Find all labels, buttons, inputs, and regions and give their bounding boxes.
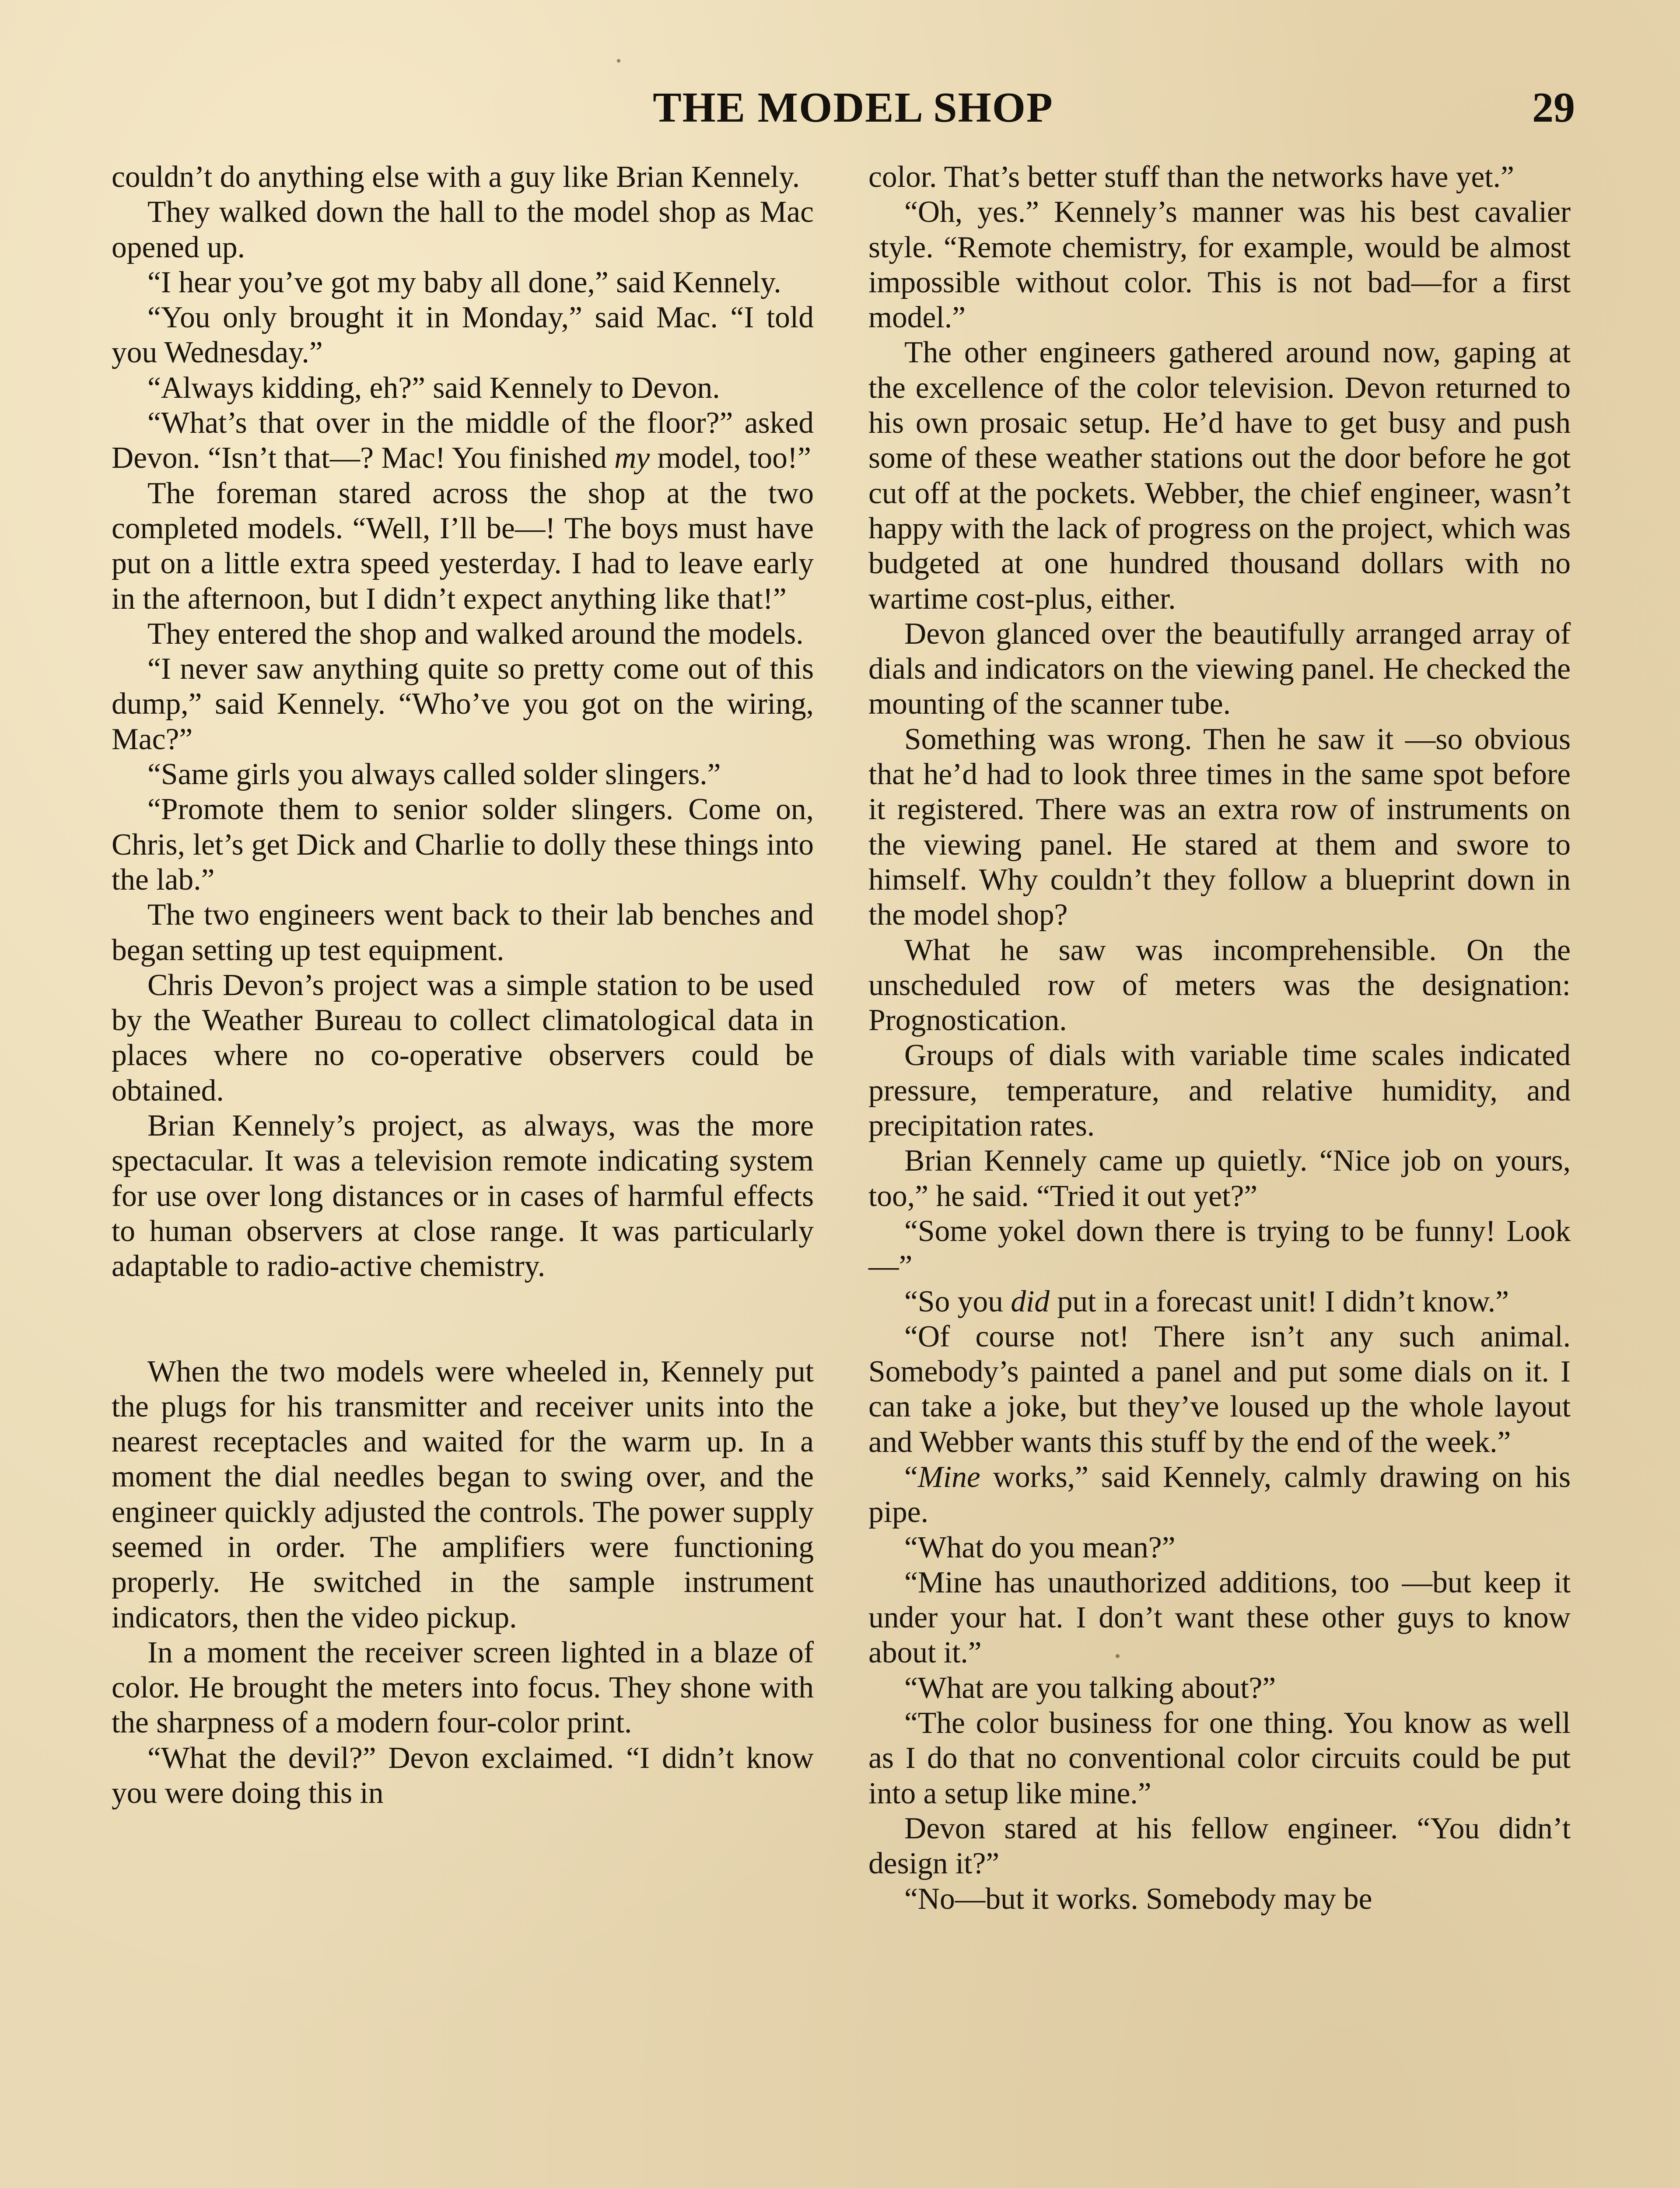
paragraph-text: What he saw was incomprehensible. On the unscheduled row of meters was the designation: Prognostication. [868,933,1571,1038]
paragraph-text: “You only brought it in Monday,” said Mac. “I told you Wednesday.” [112,301,814,370]
paragraph-text-after: model, too!” [650,441,811,475]
paragraph-text: “Promote them to senior solder slingers. Come on, Chris, let’s get Dick and Charlie to dolly these things into the lab.” [112,792,814,897]
paragraph-text: The other engineers gathered around now, gaping at the excellence of the color television. Devon returned to his own prosaic setup. He’d have to get busy and push some of these weather stations out the door before he got cut off at the pockets. Webber, the chief engineer, wasn’t happy with the lack of progress on the project, which was budgeted at one hundred thousand dollars with no wartime cost-plus, either. [868,336,1571,616]
text-column-right [868,160,1571,1917]
paragraph-text: “No—but it works. Somebody may be [904,1882,1372,1916]
paragraph [868,1530,1571,1565]
paragraph-text: “What’s that over in the middle of the floor?” asked Devon. “Isn’t that—? Mac! You finished [112,406,814,475]
paragraph [868,1460,1571,1530]
paragraph [868,335,1571,616]
paragraph [868,1565,1571,1671]
print-speck [617,59,620,63]
paragraph [112,968,814,1108]
paragraph [112,757,814,792]
paragraph-text: “Oh, yes.” Kennely’s manner was his best cavalier style. “Remote chemistry, for example, would be almost impossible without color. This is not bad—for a first model.” [868,195,1571,335]
paragraph [112,792,814,898]
paragraph-text: “What the devil?” Devon exclaimed. “I didn’t know you were doing this in [112,1741,814,1810]
paragraph [112,1741,814,1811]
paragraph [112,652,814,757]
paragraph [868,1319,1571,1460]
paragraph [868,1882,1571,1917]
paragraph [112,195,814,265]
paragraph-text: “What do you mean?” [904,1530,1176,1564]
paragraph-text: couldn’t do anything else with a guy like Brian Kennely. [112,160,800,194]
paragraph [112,1108,814,1284]
paragraph-text: The foreman stared across the shop at the two completed models. “Well, I’ll be—! The boys must have put on a little extra speed yesterday. I had to leave early in the afternoon, but I didn’t expect anything like that!” [112,476,814,616]
paragraph [868,933,1571,1038]
paragraph-text: “The color business for one thing. You know as well as I do that no conventional color circuits could be put into a setup like mine.” [868,1706,1571,1810]
paragraph-text: “Of course not! There isn’t any such animal. Somebody’s painted a panel and put some dials on it. I can take a joke, but they’ve loused up the whole layout and Webber wants this stuff by the end of the week.” [868,1319,1571,1459]
paragraph-text: “ [904,1460,918,1494]
paragraph [112,265,814,300]
emphasis-text: Mine [917,1460,980,1494]
page-title: THE MODEL SHOP [653,84,1054,131]
paragraph [112,1354,814,1635]
paragraph-text: Chris Devon’s project was a simple station to be used by the Weather Bureau to collect climatological data in places where no co-operative observers could be obtained. [112,968,814,1108]
paragraph [868,1706,1571,1811]
emphasis-text: did [1011,1284,1050,1318]
paragraph-text: The two engineers went back to their lab benches and began setting up test equipment. [112,898,814,967]
paragraph-text: Groups of dials with variable time scales indicated pressure, temperature, and relative humidity, and precipitation rates. [868,1038,1571,1143]
paragraph [868,160,1571,195]
paragraph-text: They entered the shop and walked around the models. [147,617,804,651]
paragraph-text: “Mine has unauthorized additions, too —but keep it under your hat. I don’t want these other guys to know about it.” [868,1565,1571,1670]
paragraph-text: Devon glanced over the beautifully arranged array of dials and indicators on the viewing panel. He checked the mounting of the scanner tube. [868,617,1571,721]
paragraph [868,1284,1571,1319]
paragraph-text: Something was wrong. Then he saw it —so obvious that he’d had to look three times in the same spot before it registered. There was an extra row of instruments on the viewing panel. He stared at them and swore to himself. Why couldn’t they follow a blueprint down in the model shop? [868,722,1571,932]
paragraph-text-after: works,” said Kennely, calmly drawing on his pipe. [868,1460,1571,1529]
paragraph-text: “I hear you’ve got my baby all done,” said Kennely. [147,265,781,299]
page-number: 29 [1532,84,1575,131]
paragraph-text-after: put in a forecast unit! I didn’t know.” [1050,1284,1509,1318]
paragraph-text: color. That’s better stuff than the networks have yet.” [868,160,1514,194]
paragraph [868,1671,1571,1706]
paragraph [112,160,814,195]
paragraph [868,1811,1571,1882]
paragraph [112,371,814,406]
print-speck [1116,1654,1120,1658]
paragraph [112,300,814,371]
paragraph [112,406,814,476]
paragraph-text: “Some yokel down there is trying to be funny! Look—” [868,1214,1571,1283]
paragraph [868,617,1571,722]
paragraph [112,1635,814,1741]
paragraph [112,617,814,652]
running-head [0,83,1680,140]
paragraph [112,476,814,617]
paragraph-text: “I never saw anything quite so pretty come out of this dump,” said Kennely. “Who’ve you got on the wiring, Mac?” [112,652,814,756]
emphasis-text: my [614,441,650,475]
paragraph-text: Brian Kennely came up quietly. “Nice job on yours, too,” he said. “Tried it out yet?” [868,1144,1571,1213]
paragraph [868,1143,1571,1214]
paragraph-text: Devon stared at his fellow engineer. “You didn’t design it?” [868,1811,1571,1881]
paragraph-text: “Always kidding, eh?” said Kennely to Devon. [147,371,720,405]
paragraph [868,722,1571,933]
paragraph-text: When the two models were wheeled in, Kennely put the plugs for his transmitter and receiver units into the nearest receptacles and waited for the warm up. In a moment the dial needles began to swing over, and the engineer quickly adjusted the controls. The power supply seemed in order. The amplifiers were functioning properly. He switched in the sample instrument indicators, then the video pickup. [112,1354,814,1634]
paragraph-text: “What are you talking about?” [904,1671,1276,1705]
paragraph-text: “Same girls you always called solder slingers.” [147,757,721,792]
paragraph [112,898,814,968]
paragraph [868,195,1571,335]
paragraph-text: Brian Kennely’s project, as always, was the more spectacular. It was a television remote indicating system for use over long distances or in cases of harmful effects to human observers at close range. It was particularly adaptable to radio-active chemistry. [112,1109,814,1283]
paragraph-text: “So you [904,1284,1003,1318]
paragraph-text: In a moment the receiver screen lighted in a blaze of color. He brought the meters into focus. They shone with the sharpness of a modern four-color print. [112,1635,814,1740]
text-column-left [112,160,814,1811]
paragraph [868,1038,1571,1143]
paragraph [868,1214,1571,1284]
paragraph-text: They walked down the hall to the model shop as Mac opened up. [112,195,814,264]
